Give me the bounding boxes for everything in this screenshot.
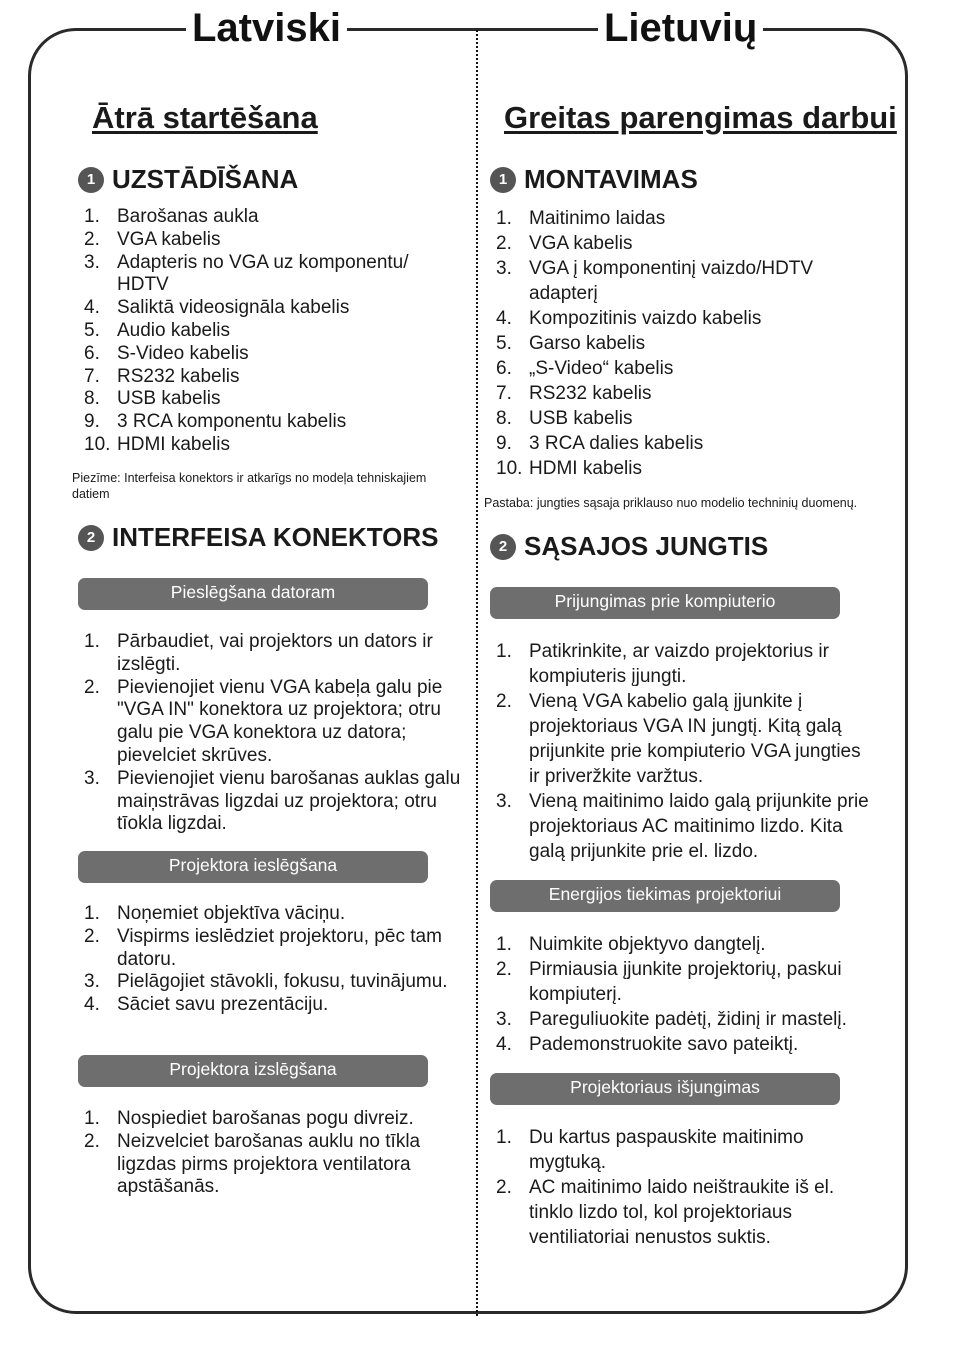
list-item	[84, 411, 456, 434]
list-item-number: 3.	[496, 1009, 512, 1030]
list-item-number: 2.	[84, 1130, 100, 1152]
section-setup-heading	[78, 164, 298, 195]
list-item-number: 2.	[496, 691, 512, 712]
list-item	[496, 689, 876, 789]
list-item	[84, 206, 456, 229]
list-item	[84, 768, 464, 836]
list-item-text: „S-Video“ kabelis	[529, 358, 674, 379]
list-item-text: USB kabelis	[529, 408, 633, 429]
connect-list	[84, 631, 464, 836]
connector-note: Pastaba: jungties sąsaja priklauso nuo modelio techninių duomenų.	[484, 496, 858, 510]
quick-start-title: Greitas parengimas darbui	[504, 100, 897, 135]
list-item	[84, 297, 456, 320]
list-item	[496, 789, 876, 864]
list-item-text: 3 RCA dalies kabelis	[529, 433, 704, 454]
list-item	[84, 903, 464, 926]
setup-list	[496, 206, 876, 481]
power-on-list	[496, 932, 876, 1057]
list-item	[84, 320, 456, 343]
list-item-number: 5.	[84, 319, 100, 341]
list-item-number: 3.	[496, 791, 512, 812]
list-item-text: Adapteris no VGA uz komponentu/ HDTV	[117, 251, 409, 296]
power-off-bar: Projektora izslēgšana	[78, 1055, 428, 1087]
list-item-text: Vispirms ieslēdziet projektoru, pēc tam datoru.	[117, 925, 442, 970]
list-item	[84, 434, 456, 457]
list-item	[84, 631, 464, 677]
list-item	[496, 431, 876, 456]
list-item-number: 10.	[84, 433, 111, 455]
list-item-number: 1.	[84, 1108, 100, 1129]
list-item-number: 3.	[84, 251, 100, 273]
list-item-number: 2.	[84, 228, 100, 250]
list-item-text: Pareguliuokite padėtį, židinį ir mastelį.	[529, 1009, 847, 1030]
section-title: SĄSAJOS JUNGTIS	[524, 531, 769, 561]
setup-list	[84, 206, 456, 457]
list-item	[84, 1131, 456, 1199]
list-item-number: 10.	[496, 458, 523, 479]
power-off-list	[84, 1108, 456, 1199]
list-item-number: 9.	[84, 411, 100, 433]
list-item	[496, 957, 876, 1007]
list-item	[496, 456, 876, 481]
list-item-number: 1.	[496, 1127, 512, 1148]
list-item	[84, 971, 464, 994]
connect-computer-bar: Prijungimas prie kompiuterio	[490, 587, 840, 619]
list-item	[84, 1108, 456, 1131]
list-item	[496, 1032, 876, 1057]
list-item-number: 1.	[84, 903, 100, 924]
list-item-number: 2.	[496, 233, 512, 254]
list-item-text: Pievienojiet vienu barošanas auklas galu maiņstrāvas ligzdai uz projektora; otru tīokla ligzdai.	[117, 767, 461, 835]
list-item-text: HDMI kabelis	[117, 433, 230, 455]
list-item-text: Neizvelciet barošanas auklu no tīkla ligzdas pirms projektora ventilatora apstāšanās.	[117, 1130, 421, 1198]
connect-list	[496, 639, 876, 864]
list-item	[496, 231, 876, 256]
list-item-text: Sāciet savu prezentāciju.	[117, 994, 329, 1016]
list-item	[496, 932, 876, 957]
list-item-text: Kompozitinis vaizdo kabelis	[529, 308, 762, 329]
list-item	[496, 331, 876, 356]
list-item-text: Vieną maitinimo laido galą prijunkite prie projektoriaus AC maitinimo lizdo. Kita galą prijunkite prie el. lizdo.	[529, 791, 869, 862]
list-item	[84, 366, 456, 389]
power-on-list	[84, 903, 464, 1017]
list-item-text: Barošanas aukla	[117, 206, 259, 227]
list-item-text: Pademonstruokite savo pateiktį.	[529, 1034, 799, 1055]
list-item-number: 2.	[496, 959, 512, 980]
list-item	[496, 1175, 876, 1250]
list-item	[496, 639, 876, 689]
list-item-text: Saliktā videosignāla kabelis	[117, 297, 350, 319]
list-item-text: Pārbaudiet, vai projektors un dators ir izslēgti.	[117, 631, 433, 675]
list-item-text: RS232 kabelis	[117, 365, 240, 387]
list-item	[496, 206, 876, 231]
list-item-text: Vieną VGA kabelio galą įjunkite į projektoriaus VGA IN jungtį. Kitą galą prijunkite prie kompiuterio VGA jungties ir priveržkite varžtus.	[529, 691, 861, 787]
list-item-text: VGA kabelis	[529, 233, 633, 254]
list-item-number: 3.	[496, 258, 512, 279]
list-item-text: S-Video kabelis	[117, 342, 249, 364]
list-item-text: Maitinimo laidas	[529, 208, 666, 229]
section-number-badge: 2	[78, 525, 104, 551]
list-item-number: 1.	[496, 641, 512, 662]
list-item-number: 7.	[496, 383, 512, 404]
list-item-number: 9.	[496, 433, 512, 454]
list-item-text: Garso kabelis	[529, 333, 646, 354]
list-item-number: 1.	[496, 208, 512, 229]
list-item	[84, 677, 464, 768]
list-item	[84, 994, 464, 1017]
power-off-bar: Projektoriaus išjungimas	[490, 1073, 840, 1105]
connect-computer-bar: Pieslēgšana datoram	[78, 578, 428, 610]
section-setup-heading	[490, 164, 698, 195]
section-number-badge: 1	[490, 167, 516, 193]
list-item	[496, 356, 876, 381]
list-item	[84, 388, 456, 411]
list-item-number: 8.	[496, 408, 512, 429]
list-item-number: 5.	[496, 333, 512, 354]
column-divider	[476, 30, 478, 1316]
list-item-text: Nuimkite objektyvo dangtelį.	[529, 934, 766, 955]
list-item-number: 4.	[84, 297, 100, 319]
list-item	[496, 1125, 876, 1175]
list-item-text: Noņemiet objektīva vāciņu.	[117, 903, 346, 924]
list-item-number: 1.	[84, 631, 100, 652]
list-item-number: 2.	[84, 676, 100, 698]
list-item-text: VGA kabelis	[117, 228, 221, 250]
section-title: INTERFEISA KONEKTORS	[112, 522, 439, 552]
list-item-text: VGA į komponentinį vaizdo/HDTV adapterį	[529, 258, 814, 304]
list-item-text: Audio kabelis	[117, 319, 231, 341]
list-item-number: 3.	[84, 971, 100, 993]
section-number-badge: 2	[490, 534, 516, 560]
section-title: UZSTĀDĪŠANA	[112, 164, 299, 194]
power-on-bar: Energijos tiekimas projektoriui	[490, 880, 840, 912]
list-item	[84, 926, 464, 972]
list-item-text: AC maitinimo laido neištraukite iš el. tinklo lizdo tol, kol projektoriaus ventiliatoriai nenustos suktis.	[529, 1177, 835, 1248]
list-item-text: Patikrinkite, ar vaizdo projektorius ir kompiuteris įjungti.	[529, 641, 829, 687]
section-title: MONTAVIMAS	[524, 164, 698, 194]
list-item-number: 7.	[84, 365, 100, 387]
list-item-number: 2.	[496, 1177, 512, 1198]
list-item	[496, 1007, 876, 1032]
connector-note: Piezīme: Interfeisa konektors ir atkarīgs no modeļa tehniskajiem datiem	[72, 471, 427, 501]
list-item-number: 4.	[496, 308, 512, 329]
power-on-bar: Projektora ieslēgšana	[78, 851, 428, 883]
power-off-list	[496, 1125, 876, 1250]
list-item	[496, 256, 876, 306]
list-item-number: 1.	[496, 934, 512, 955]
list-item-text: Pirmiausia įjunkite projektorių, paskui kompiuterį.	[529, 959, 842, 1005]
list-item-text: Du kartus paspauskite maitinimo mygtuką.	[529, 1127, 804, 1173]
latvian-language-title: Latviski	[186, 2, 347, 58]
list-item	[84, 229, 456, 252]
list-item-text: Nospiediet barošanas pogu divreiz.	[117, 1108, 414, 1129]
list-item	[496, 306, 876, 331]
section-number-badge: 1	[78, 167, 104, 193]
list-item	[496, 381, 876, 406]
list-item-number: 2.	[84, 925, 100, 947]
list-item-text: USB kabelis	[117, 388, 221, 410]
list-item-number: 3.	[84, 767, 100, 789]
lithuanian-language-title: Lietuvių	[598, 2, 763, 58]
list-item-number: 6.	[496, 358, 512, 379]
list-item-text: Pielāgojiet stāvokli, fokusu, tuvinājumu.	[117, 971, 448, 993]
list-item	[496, 406, 876, 431]
list-item-number: 1.	[84, 206, 100, 227]
section-connectors-heading	[78, 522, 438, 553]
quick-start-title: Ātrā startēšana	[92, 100, 318, 135]
list-item-number: 4.	[496, 1034, 512, 1055]
list-item-number: 4.	[84, 994, 100, 1016]
list-item-text: HDMI kabelis	[529, 458, 642, 479]
list-item	[84, 252, 456, 298]
list-item-text: Pievienojiet vienu VGA kabeļa galu pie "VGA IN" konektora uz projektora; otru galu pie VGA konektora uz datora; pievelciet skrūves.	[117, 676, 443, 766]
list-item-text: 3 RCA komponentu kabelis	[117, 411, 347, 433]
section-connectors-heading	[490, 531, 768, 562]
list-item-number: 6.	[84, 342, 100, 364]
list-item	[84, 343, 456, 366]
list-item-number: 8.	[84, 388, 100, 410]
list-item-text: RS232 kabelis	[529, 383, 652, 404]
